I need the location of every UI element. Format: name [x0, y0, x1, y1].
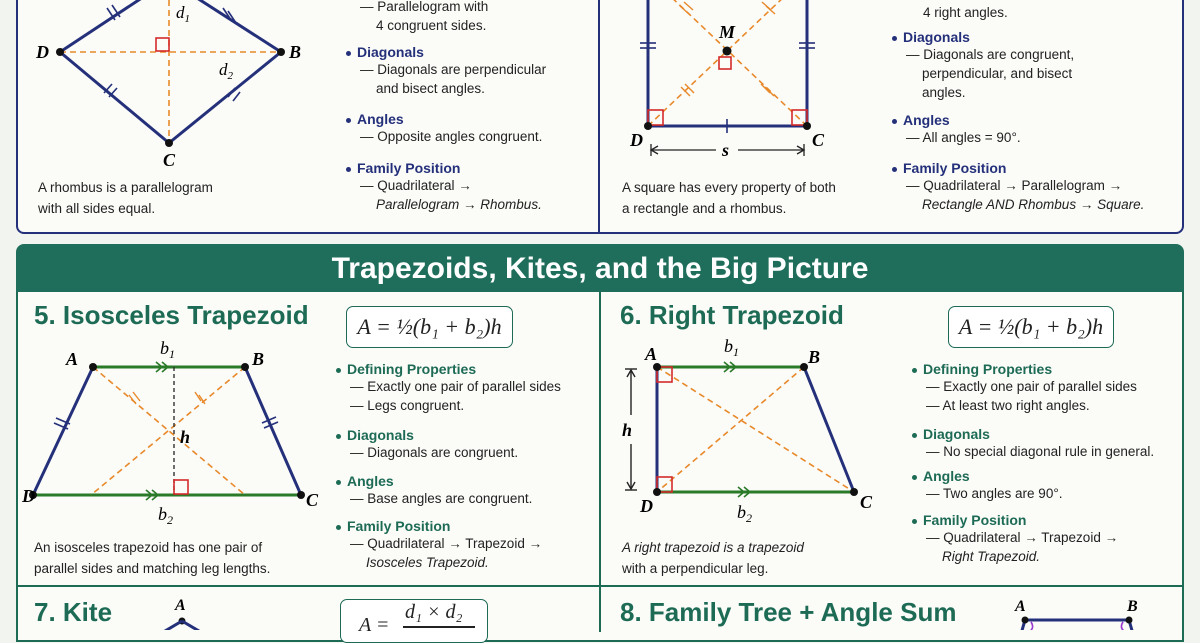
d1-label: d: [176, 3, 185, 22]
iso-vertex-c-label: C: [306, 490, 319, 510]
vertex-b-label: B: [289, 42, 302, 62]
d1-sub: 1: [184, 13, 190, 25]
iso-vertex-b-label: B: [252, 349, 265, 369]
iso-vertex-d-label: D: [22, 486, 35, 506]
rt-bullet-family: Family Position — Quadrilateral → Trapezoid → Right Trapezoid.: [912, 512, 1118, 566]
rt-bullet-diagonals: Diagonals — No special diagonal rule in general.: [912, 426, 1154, 461]
square-diagram: [620, 0, 840, 165]
iso-b2-label: b: [158, 504, 167, 524]
vertical-divider: [599, 292, 601, 632]
right-trapezoid-diagram: [610, 332, 890, 532]
vertex-c-label: C: [163, 150, 176, 170]
rt-vertex-c-label: C: [860, 492, 873, 512]
family-vertex-b-label: B: [1127, 598, 1138, 615]
svg-text:b1: $b_1$: [724, 336, 739, 359]
iso-trapezoid-formula: A = ½(b₁ + b₂)h: [346, 306, 513, 348]
svg-text:b2: $b_2$: [158, 504, 173, 527]
iso-height-label: h: [180, 427, 191, 447]
rhombus-diagram: [16, 0, 346, 180]
svg-text:d1: [176, 3, 190, 25]
svg-text:b2: $b_2$: [737, 502, 752, 525]
rt-bullet-defining: Defining Properties — Exactly one pair of parallel sides — At least two right angles.: [912, 361, 1137, 415]
d2-label: d: [219, 60, 228, 79]
family-tree-diagram: [1005, 594, 1155, 630]
iso-trapezoid-diagram: [16, 332, 326, 532]
square-bullet-family: Family Position — Quadrilateral → Parallelogram → Rectangle AND Rhombus → Square.: [892, 160, 1144, 214]
rt-vertex-b-label: B: [808, 347, 821, 367]
svg-text:d2: [219, 60, 234, 82]
square-vertex-d-label: D: [630, 130, 643, 150]
iso-bullet-diagonals: Diagonals — Diagonals are congruent.: [336, 427, 518, 462]
rhombus-bullet-family: Family Position — Quadrilateral → Parallelogram → Rhombus.: [346, 160, 542, 214]
rt-vertex-d-label: D: [640, 496, 653, 516]
square-vertex-c-label: C: [812, 130, 825, 150]
rt-b2-label: b: [737, 502, 746, 522]
square-center-label: M: [719, 22, 736, 42]
square-caption: A square has every property of both a rectangle and a rhombus.: [622, 180, 836, 216]
square-bullet-diagonals: Diagonals — Diagonals are congruent, perpendicular, and bisect angles.: [892, 29, 1074, 102]
square-bullet-properties: 4 right angles.: [923, 5, 1008, 20]
right-trapezoid-formula: A = ½(b₁ + b₂)h: [948, 306, 1114, 348]
rt-height-label: h: [622, 420, 633, 440]
iso-bullet-angles: Angles — Base angles are congruent.: [336, 473, 532, 508]
section-title: Trapezoids, Kites, and the Big Picture: [331, 252, 869, 285]
family-vertex-a-label: A: [1015, 598, 1026, 615]
right-trapezoid-title: 6. Right Trapezoid: [620, 300, 844, 330]
iso-bullet-family: Family Position — Quadrilateral → Trapezoid → Isosceles Trapezoid.: [336, 518, 542, 572]
iso-vertex-a-label: A: [66, 349, 79, 369]
right-trapezoid-caption: A right trapezoid is a trapezoid with a perpendicular leg.: [622, 540, 804, 576]
iso-trapezoid-caption: An isosceles trapezoid has one pair of parallel sides and matching leg lengths.: [34, 540, 271, 576]
kite-formula: A = d₁ × d₂: [340, 599, 488, 643]
kite-title: 7. Kite: [34, 597, 113, 627]
iso-b1-label: b: [160, 338, 169, 358]
square-side-label: s: [722, 140, 730, 160]
rt-bullet-angles: Angles — Two angles are 90°.: [912, 468, 1062, 503]
iso-bullet-defining: Defining Properties — Exactly one pair of parallel sides — Legs congruent.: [336, 361, 561, 415]
rhombus-caption: A rhombus is a parallelogram with all sides equal.: [38, 180, 213, 216]
square-bullet-angles: Angles — All angles = 90°.: [892, 112, 1021, 147]
family-tree-title: 8. Family Tree + Angle Sum: [620, 597, 957, 627]
rt-vertex-a-label: A: [645, 344, 658, 364]
d2-sub: 2: [227, 70, 233, 82]
horizontal-divider: [16, 585, 1184, 587]
rhombus-bullet-diagonals: Diagonals — Diagonals are perpendicular and bisect angles.: [346, 44, 546, 98]
section-title-bar: [16, 244, 1184, 294]
vertex-d-label: D: [36, 42, 49, 62]
kite-vertex-a-label: A: [175, 597, 186, 614]
svg-text:b1: $b_1$: [160, 338, 175, 361]
rhombus-bullet-properties: — Parallelogram with 4 congruent sides.: [360, 0, 489, 33]
iso-trapezoid-title: 5. Isosceles Trapezoid: [34, 300, 309, 330]
rhombus-bullet-angles: Angles — Opposite angles congruent.: [346, 111, 542, 146]
kite-diagram: [150, 594, 210, 630]
rt-b1-label: b: [724, 336, 733, 356]
